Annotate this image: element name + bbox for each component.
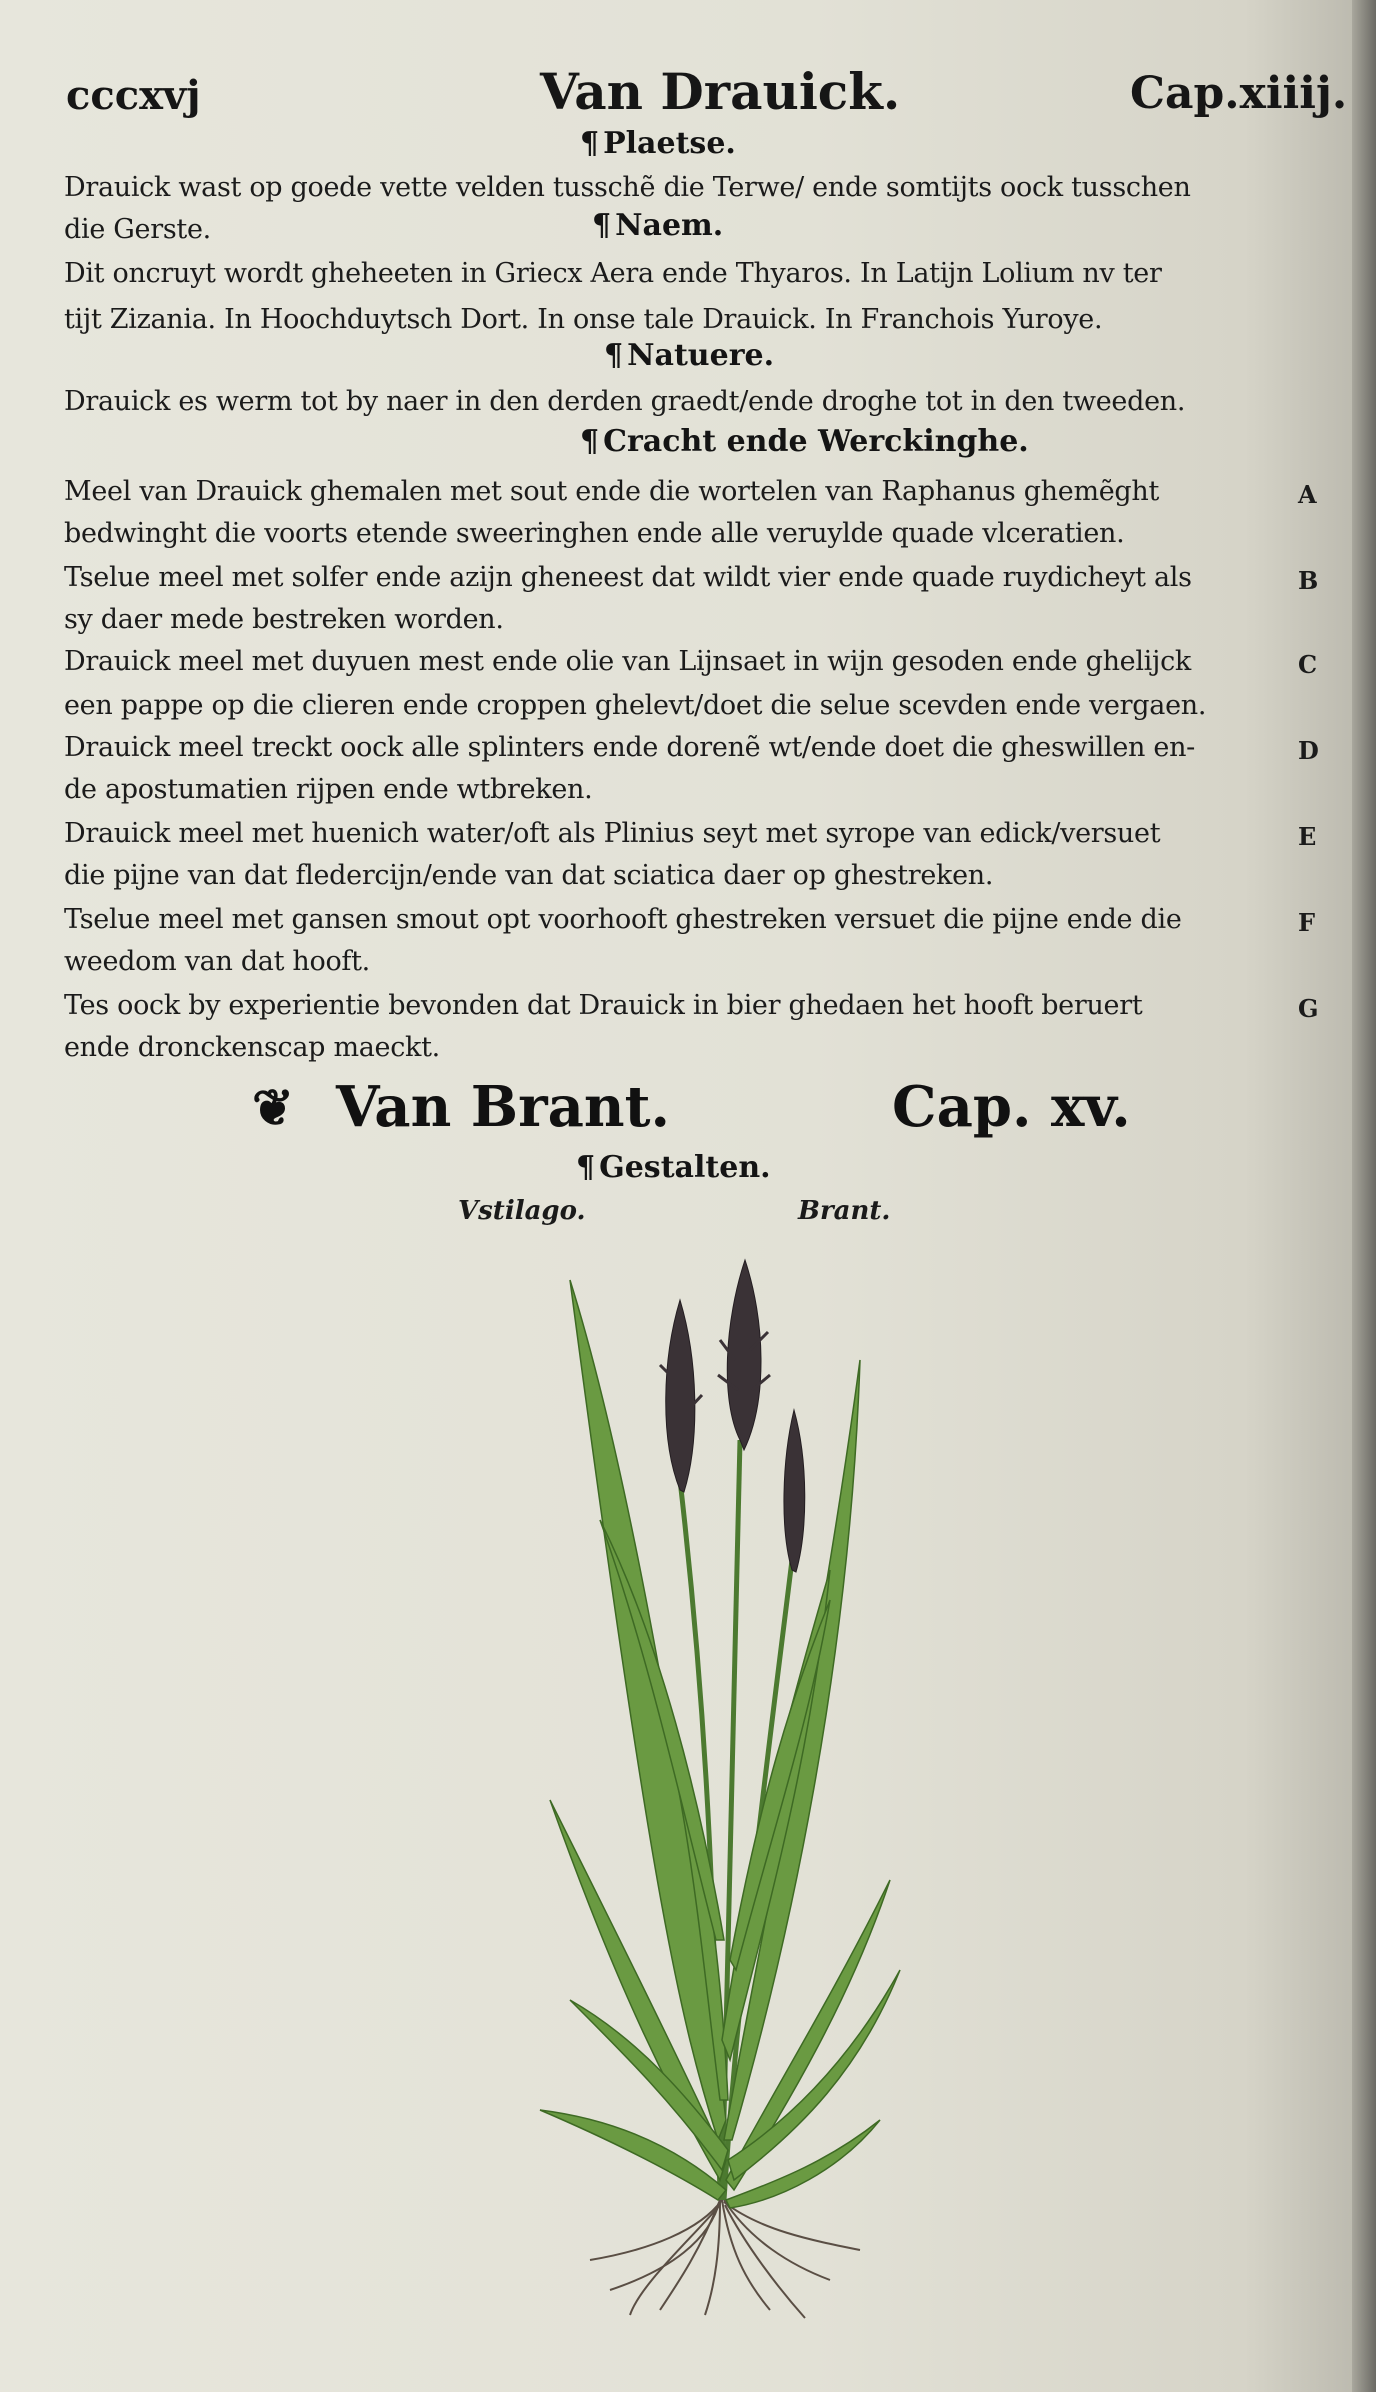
- text-line: Meel van Drauick ghemalen met sout ende die wortelen van Raphanus ghemẽght: [64, 476, 1160, 507]
- text-line: ende dronckenscap maeckt.: [64, 1032, 440, 1063]
- grass-plant-illustration: [530, 1240, 910, 2320]
- text-line: Dit oncruyt wordt gheheeten in Griecx Aera ende Thyaros. In Latijn Lolium nv ter: [64, 258, 1162, 289]
- text-line: de apostumatien rijpen ende wtbreken.: [64, 774, 593, 805]
- text-line: Drauick wast op goede vette velden tusschẽ die Terwe/ ende somtijts oock tusschen: [64, 172, 1191, 203]
- pilcrow-icon: ¶: [604, 338, 624, 373]
- running-head: [0, 62, 1352, 132]
- text-line: Tselue meel met gansen smout opt voorhooft ghestreken versuet die pijne ende die: [64, 904, 1182, 935]
- fleuron-icon: ❦: [252, 1078, 294, 1137]
- text-line: die pijne van dat fledercijn/ende van dat sciatica daer op ghestreken.: [64, 860, 994, 891]
- text-line: Drauick meel met huenich water/oft als Plinius seyt met syrope van edick/versuet: [64, 818, 1161, 849]
- text-line: sy daer mede bestreken worden.: [64, 604, 504, 635]
- margin-letter: B: [1298, 566, 1319, 595]
- section-heading-cracht: ¶ Cracht ende Werckinghe.: [580, 424, 1029, 459]
- seed-heads: [660, 1260, 805, 1572]
- folio-number: cccxvj: [66, 72, 201, 119]
- margin-letter: G: [1298, 994, 1319, 1023]
- section-heading-plaetse: ¶ Plaetse.: [580, 126, 736, 161]
- text-line: bedwinght die voorts etende sweeringhen ende alle veruylde quade vlceratien.: [64, 518, 1125, 549]
- plant-roots: [590, 2200, 860, 2318]
- pilcrow-icon: ¶: [580, 126, 600, 161]
- margin-letter: D: [1298, 736, 1319, 765]
- margin-letter: C: [1298, 650, 1318, 679]
- text-line: Drauick meel met duyuen mest ende olie van Lijnsaet in wijn gesoden ende ghelijck: [64, 646, 1191, 677]
- book-gutter-edge: [1352, 0, 1376, 2392]
- text-line: tijt Zizania. In Hoochduytsch Dort. In onse tale Drauick. In Franchois Yuroye.: [64, 304, 1103, 335]
- text-line: die Gerste.: [64, 214, 211, 245]
- chapter-title: Van Brant.: [336, 1074, 671, 1140]
- margin-letter: A: [1298, 480, 1317, 509]
- pilcrow-icon: ¶: [580, 424, 600, 459]
- section-heading-gestalten: ¶ Gestalten.: [576, 1150, 771, 1185]
- margin-letter: E: [1298, 822, 1317, 851]
- chapter-number: Cap.xiiij.: [1130, 68, 1348, 119]
- running-title: Van Drauick.: [540, 62, 901, 121]
- chapter-label: Cap. xv.: [892, 1074, 1131, 1140]
- text-line: een pappe op die clieren ende croppen ghelevt/doet die selue scevden ende vergaen.: [64, 690, 1207, 721]
- text-line: Tselue meel met solfer ende azijn gheneest dat wildt vier ende quade ruydicheyt als: [64, 562, 1192, 593]
- section-heading-naem: ¶ Naem.: [592, 208, 724, 243]
- margin-letter: F: [1298, 908, 1316, 937]
- figure-label-vernacular: Brant.: [798, 1196, 891, 1226]
- figure-label-latin: Vstilago.: [458, 1196, 586, 1226]
- chapter-heading: [0, 1068, 1352, 1148]
- text-line: Drauick es werm tot by naer in den derden graedt/ende droghe tot in den tweeden.: [64, 386, 1186, 417]
- plant-leaves: [540, 1280, 900, 2208]
- pilcrow-icon: ¶: [576, 1150, 596, 1185]
- pilcrow-icon: ¶: [592, 208, 612, 243]
- section-heading-natuere: ¶ Natuere.: [604, 338, 775, 373]
- text-line: Drauick meel treckt oock alle splinters ende dorenẽ wt/ende doet die gheswillen en-: [64, 732, 1195, 763]
- text-line: Tes oock by experientie bevonden dat Drauick in bier ghedaen het hooft beruert: [64, 990, 1143, 1021]
- text-line: weedom van dat hooft.: [64, 946, 370, 977]
